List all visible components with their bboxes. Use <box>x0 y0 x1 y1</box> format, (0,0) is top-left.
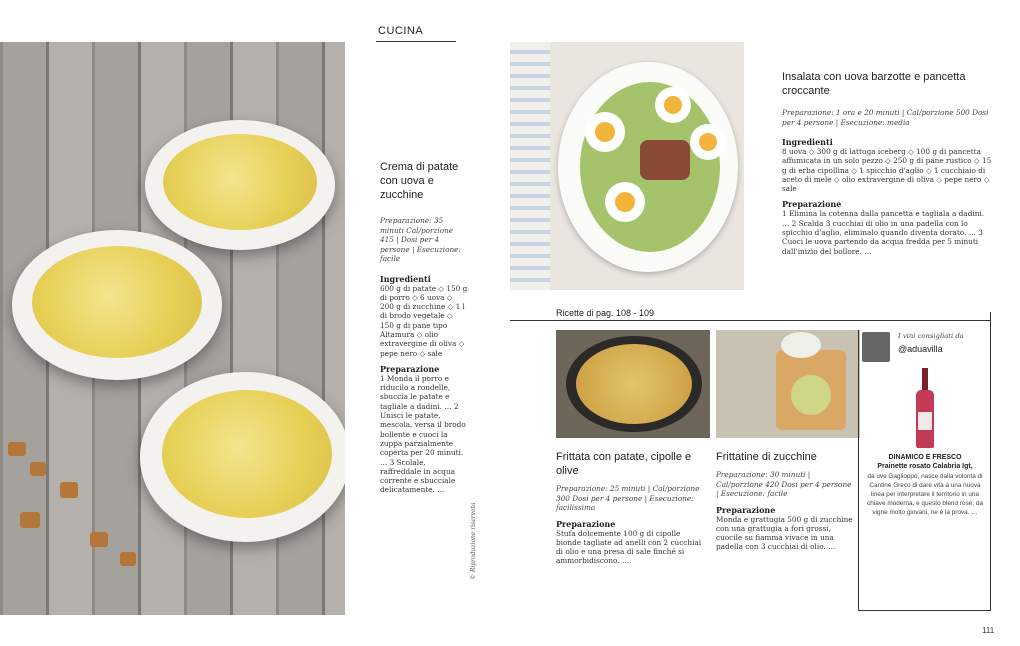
recipes-ref-rule <box>510 320 990 321</box>
preparation-heading: Preparazione <box>782 199 842 210</box>
copyright-note: © Riproduzione riservata <box>470 502 477 580</box>
wine-name: Prainette rosato Calabria Igt, <box>877 463 973 470</box>
preparation-heading: Preparazione <box>556 518 616 529</box>
soup-photo <box>0 42 345 615</box>
preparation-text: 1 Monda il porro e riducilo a rondelle, sbuccia le patate e tagliale a dadini. … 2 Unisci le patate, mescola, versa il brodo bollente e cuoci la zuppa parzialmente coperta per 20 minuti. … 3 Scolale, raffreddale in acqua corrente e sbucciale delicatamente. … <box>380 373 466 495</box>
recipe-meta: Preparazione: 1 ora e 20 minuti | Cal/porzione 500 Dosi per 4 persone | Esecuzione: media <box>782 108 989 127</box>
wine-description: da uve Gaglioppo, nasce dalla volontà di Cantine Greco di dare vita a una nuova linea per interpretare il territorio in una chiave moderna, e questo blend rosé, da vigne molto giovani, ne è la prova. … <box>867 473 983 516</box>
recipe-title: Insalata con uova barzotte e pancetta croccante <box>782 71 966 97</box>
recipe-frittata <box>556 450 706 566</box>
frittatine-photo <box>716 330 860 438</box>
recipe-meta: Preparazione: 35 minuti Cal/porzione 415 | Dosi per 4 persone | Esecuzione: facile <box>380 216 461 263</box>
preparation-heading: Preparazione <box>716 504 776 515</box>
wine-box-left-rule <box>858 330 859 610</box>
avatar <box>862 332 890 362</box>
recipe-insalata <box>782 70 992 256</box>
ingredients-heading: Ingredienti <box>782 137 833 147</box>
salad-photo <box>510 42 744 290</box>
wine-heading: DINAMICO E FRESCO <box>888 454 962 461</box>
frittata-photo <box>556 330 710 438</box>
wine-box-bottom-rule <box>858 610 991 611</box>
preparation-text: 1 Elimina la cotenna dalla pancetta e tagliala a dadini. … 2 Scalda 3 cucchiai di olio in una padella con lo spicchio d'aglio, eliminalo quando diventa dorato. … 3 Cuoci le uova partendo da acqua fredda per 5 minuti dall'inizio del bollore. … <box>782 209 985 256</box>
recipe-title: Frittatine di zucchine <box>716 451 817 463</box>
recipe-title: Frittata con patate, cipolle e olive <box>556 451 692 477</box>
preparation-text: Stufa dolcemente 100 g di cipolle bionde tagliate ad anelli con 2 cucchiai di olio e una presa di sale finché si ammorbidiscono. … <box>556 528 702 566</box>
section-label: CUCINA <box>378 25 424 37</box>
section-rule <box>376 41 456 42</box>
wine-box <box>862 332 988 517</box>
wine-box-label: I vini consigliati da <box>898 332 964 340</box>
ingredients-heading: Ingredienti <box>380 273 431 284</box>
ingredients-text: 8 uova ◇ 300 g di lattuga iceberg ◇ 100 g di pancetta affumicata in un solo pezzo ◇ 250 g di pane rustico ◇ 15 g di erba cipollina ◇ 1 spicchio d'aglio ◇ 1 cucchiaio di aceto di mele ◇ olio extravergine di oliva ◇ pepe nero ◇ sale <box>782 147 992 194</box>
wine-box-right-rule <box>990 312 991 610</box>
ingredients-text: 600 g di patate ◇ 150 g di porro ◇ 6 uova ◇ 200 g di zucchine ◇ 1 l di brodo vegetale ◇ 150 g di pane tipo Altamura ◇ olio extravergine di oliva ◇ pepe nero ◇ sale <box>380 283 468 358</box>
recipe-meta: Preparazione: 30 minuti | Cal/porzione 420 Dosi per 4 persone | Esecuzione: facile <box>716 470 852 498</box>
recipe-meta: Preparazione: 25 minuti | Cal/porzione 300 Dosi per 4 persone | Esecuzione: facilissima <box>556 484 700 512</box>
recipe-title: Crema di patate con uova e zucchine <box>380 161 459 201</box>
recipe-crema <box>380 160 468 495</box>
wine-bottle-icon <box>916 368 934 448</box>
page-number: 111 <box>982 626 995 635</box>
preparation-heading: Preparazione <box>380 363 440 374</box>
instagram-handle: @aduavilla <box>898 344 943 354</box>
recipe-frittatine <box>716 450 856 552</box>
preparation-text: Monda e grattugia 500 g di zucchine con una grattugia a fori grossi, cuocile su fiamma vivace in una padella con 3 cucchiai di olio. … <box>716 514 853 552</box>
recipes-reference: Ricette di pag. 108 - 109 <box>556 308 655 318</box>
